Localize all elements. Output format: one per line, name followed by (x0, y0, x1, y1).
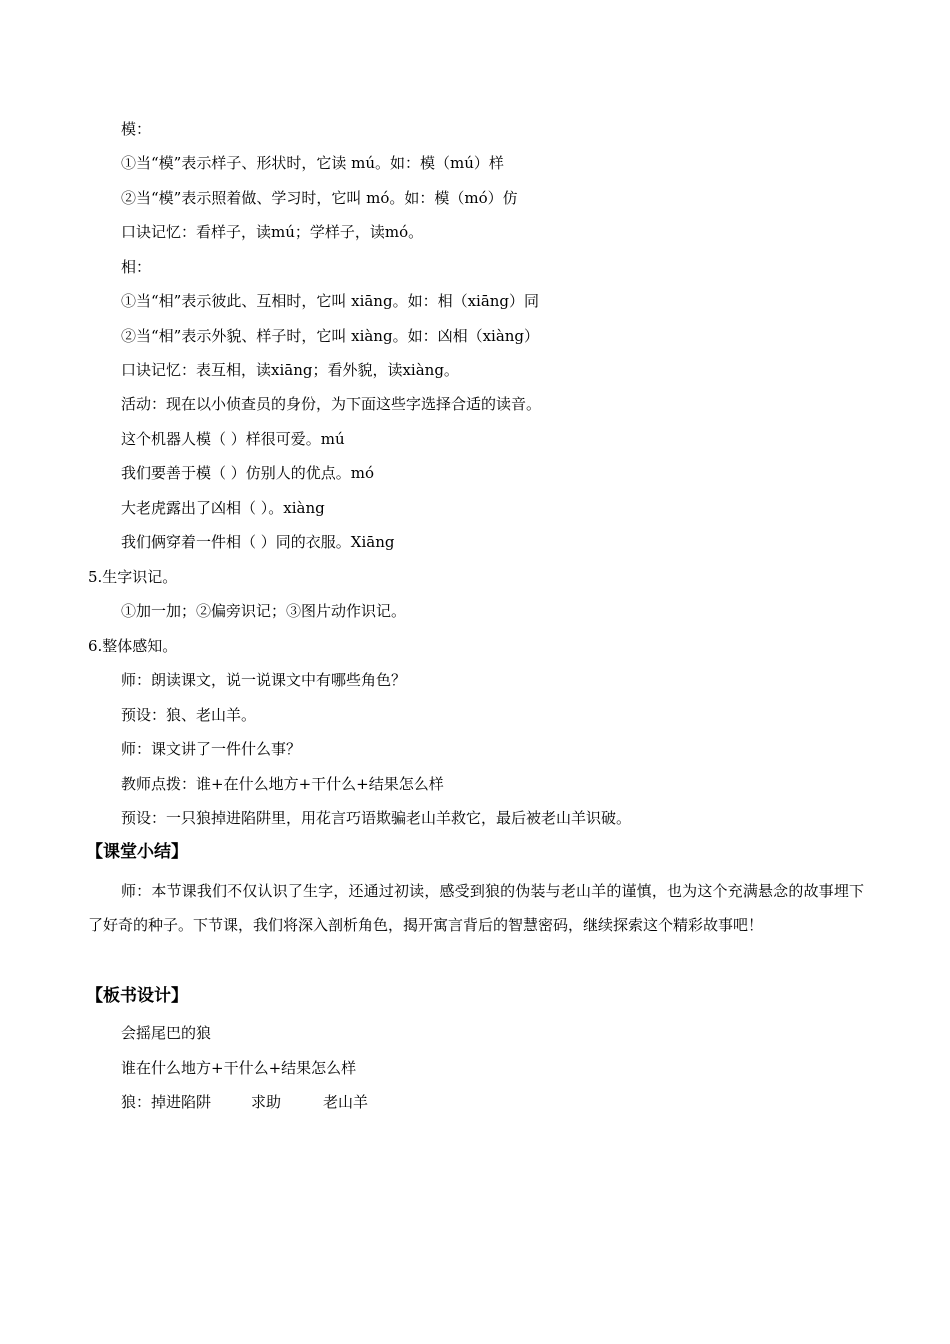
step6-answer-2: 预设：一只狼掉进陷阱里，用花言巧语欺骗老山羊救它，最后被老山羊识破。 (121, 809, 632, 827)
step5-heading: 5.生字识记。 (88, 568, 178, 586)
step6-question-1: 师：朗读课文，说一说课文中有哪些角色？ (121, 671, 407, 689)
board-help: 求助 (251, 1093, 282, 1111)
xiang-line-2: ②当“相”表示外貌、样子时，它叫 xiàng。如：凶相（xiàng） (121, 327, 540, 345)
activity-item: 我们要善于模（ ）仿别人的优点。mó (121, 464, 375, 482)
activity-item: 这个机器人模（ ）样很可爱。mú (121, 430, 345, 448)
xiang-title: 相： (121, 258, 152, 276)
summary-paragraph: 师：本节课我们不仅认识了生字，还通过初读，感受到狼的伪装与老山羊的谨慎，也为这个充满悬念的故事埋下了好奇的种子。下节课，我们将深入剖析角色，揭开寓言背后的智慧密码，继续探索这个精彩故事吧！ (88, 882, 864, 934)
board-title: 会摇尾巴的狼 (121, 1024, 212, 1042)
summary-heading: 【课堂小结】 (86, 842, 188, 862)
board-goat: 老山羊 (323, 1093, 369, 1111)
step6-heading: 6.整体感知。 (88, 637, 178, 655)
step6-answer-1: 预设：狼、老山羊。 (121, 706, 257, 724)
board-story-line (121, 1091, 368, 1113)
step5-text: ①加一加；②偏旁识记；③图片动作识记。 (121, 602, 407, 620)
mo-line-2: ②当“模”表示照着做、学习时，它叫 mó。如：模（mó）仿 (121, 189, 518, 207)
activity-item: 大老虎露出了凶相（ ）。xiàng (121, 499, 325, 517)
board-heading: 【板书设计】 (86, 986, 188, 1006)
activity-intro: 活动：现在以小侦查员的身份，为下面这些字选择合适的读音。 (121, 395, 542, 413)
mo-mnemonic: 口诀记忆：看样子，读mú；学样子，读mó。 (121, 223, 424, 241)
mo-line-1: ①当“模”表示样子、形状时，它读 mú。如：模（mú）样 (121, 154, 504, 172)
xiang-line-1: ①当“相”表示彼此、互相时，它叫 xiāng。如：相（xiāng）同 (121, 292, 540, 310)
step6-tip: 教师点拨：谁+在什么地方+干什么+结果怎么样 (121, 775, 444, 793)
mo-title: 模： (121, 120, 152, 138)
xiang-mnemonic: 口诀记忆：表互相，读xiāng；看外貌，读xiàng。 (121, 361, 459, 379)
activity-item: 我们俩穿着一件相（ ）同的衣服。Xiāng (121, 533, 395, 551)
step6-question-2: 师：课文讲了一件什么事？ (121, 740, 302, 758)
board-formula: 谁在什么地方+干什么+结果怎么样 (121, 1059, 357, 1077)
board-wolf-label: 狼：掉进陷阱 (121, 1093, 212, 1111)
